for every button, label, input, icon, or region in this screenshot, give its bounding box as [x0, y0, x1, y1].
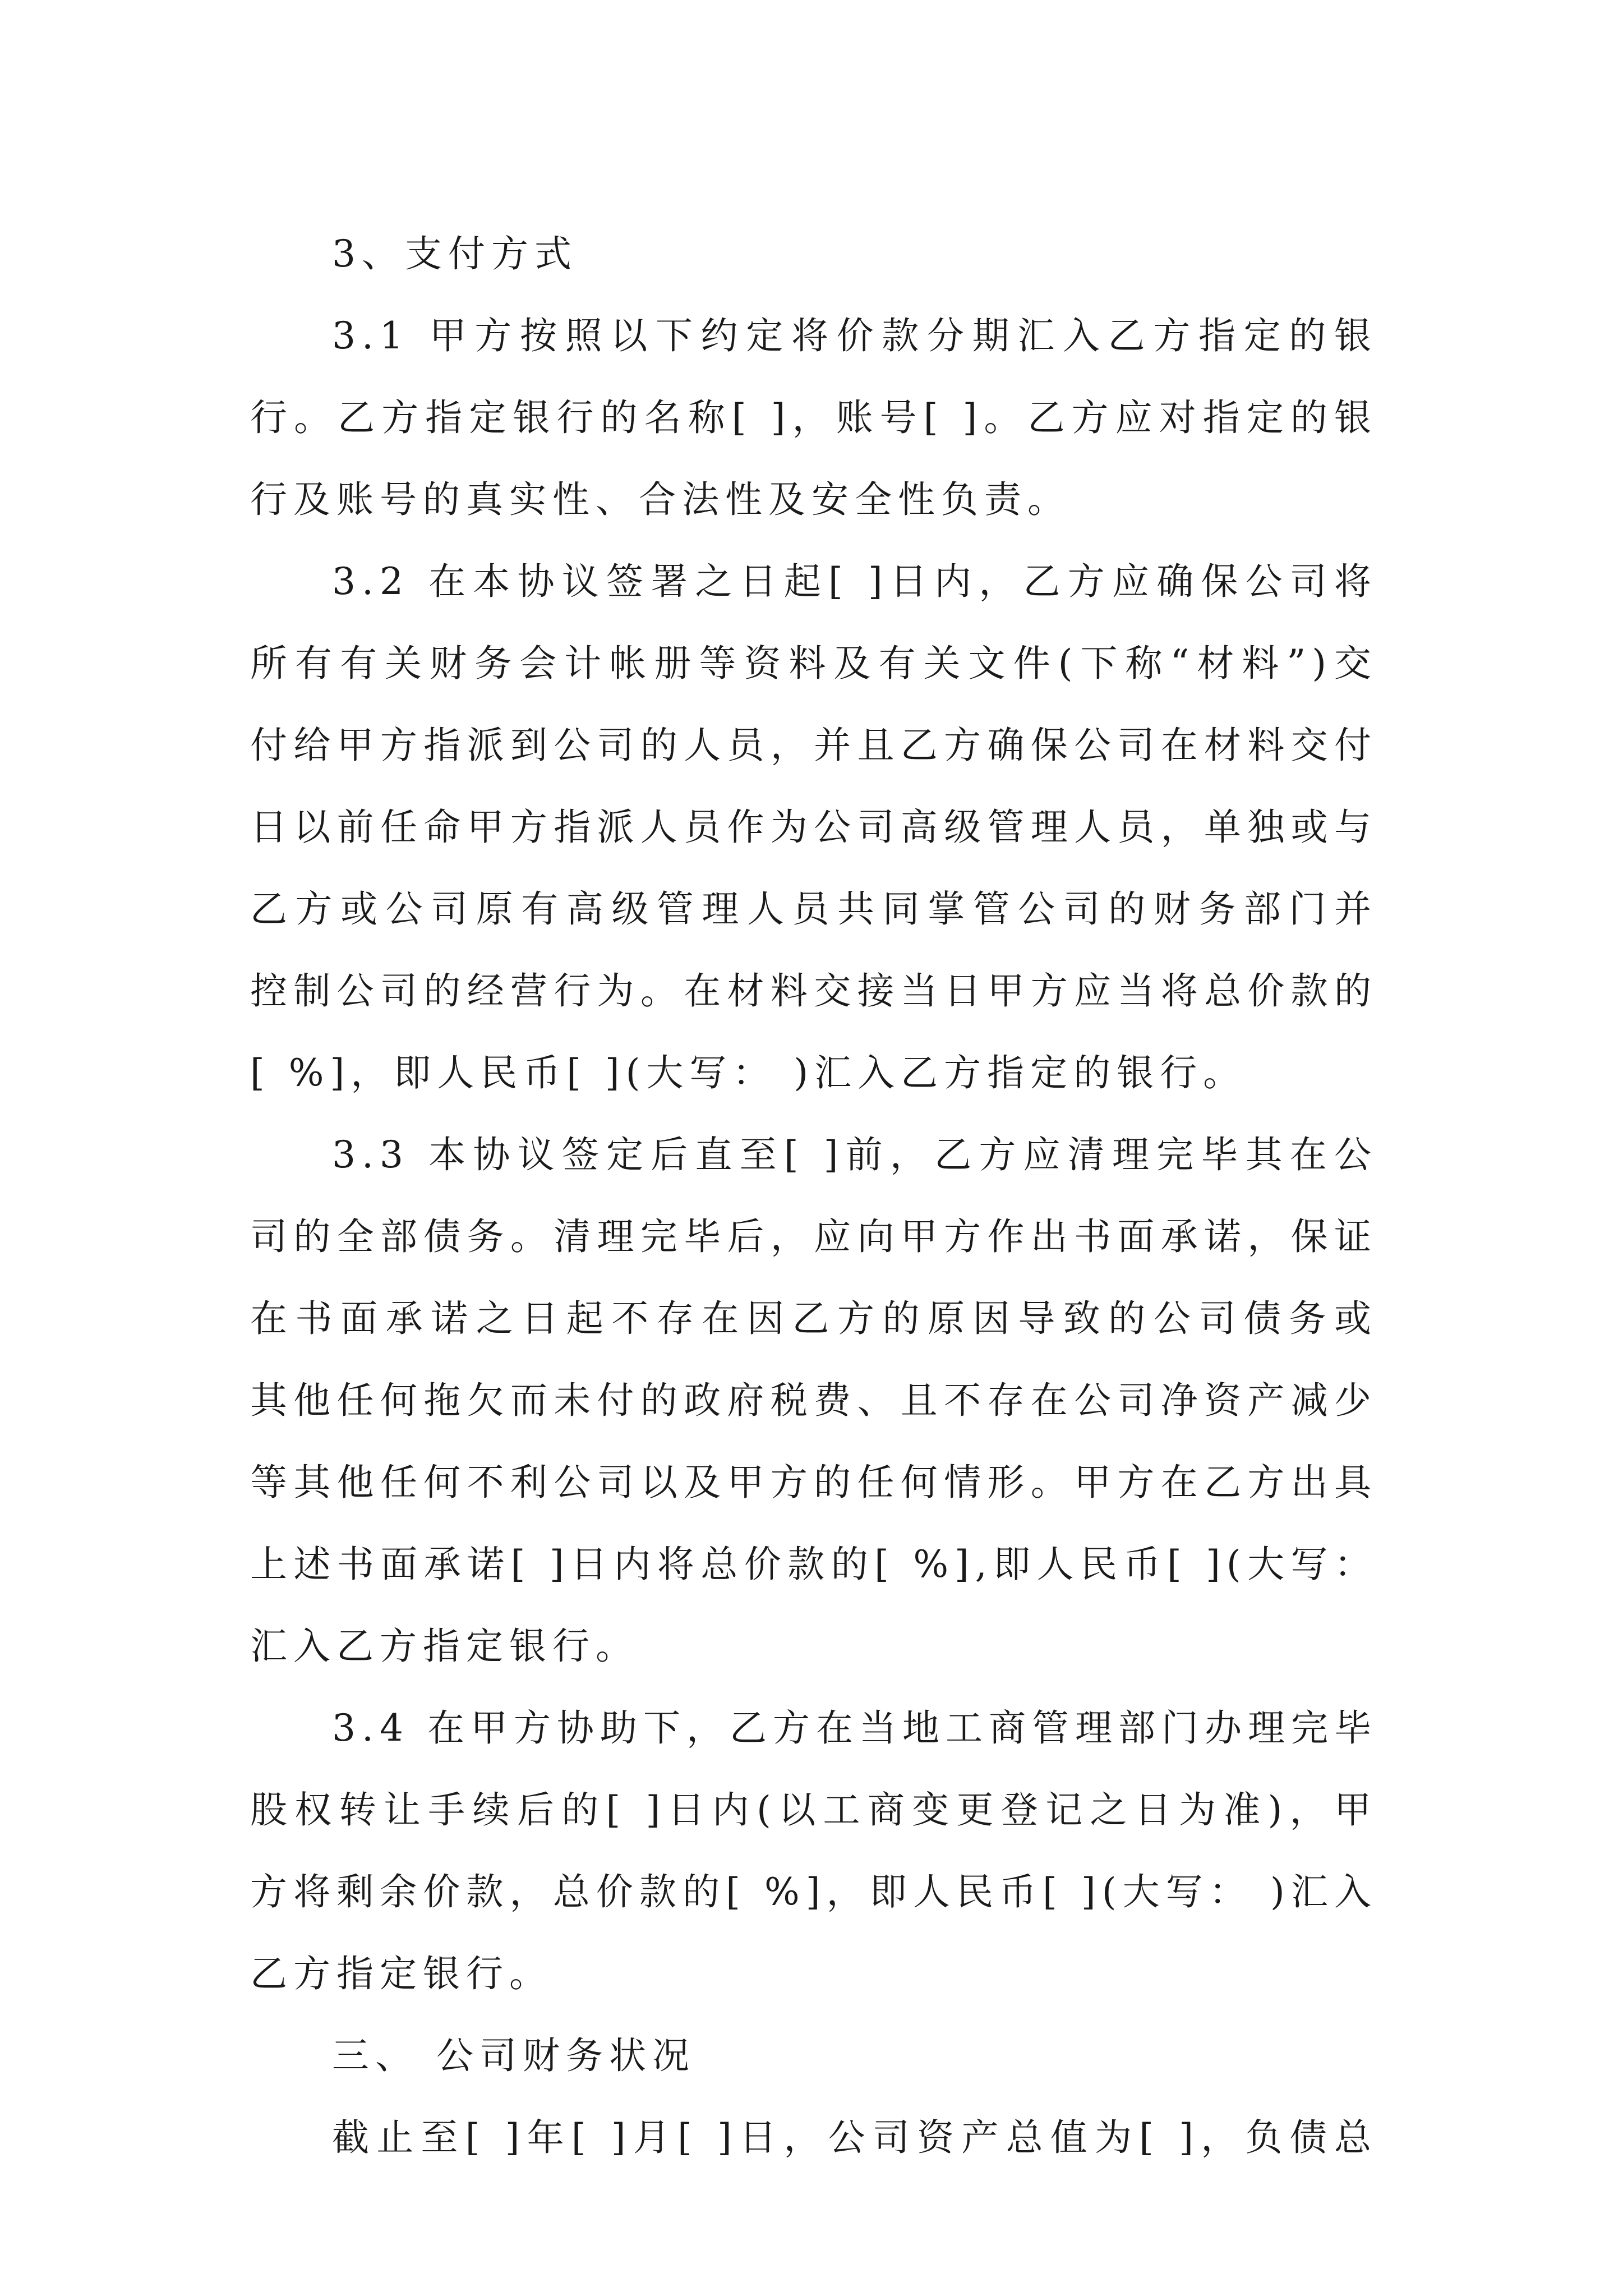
paragraph-line: 所有有关财务会计帐册等资料及有关文件(下称“材料”)交 — [250, 642, 1377, 685]
paragraph-line: 乙方或公司原有高级管理人员共同掌管公司的财务部门并 — [250, 887, 1377, 931]
paragraph-line: 乙方指定银行。 — [250, 1952, 552, 1995]
paragraph-line: 上述书面承诺[ ]日内将总价款的[ %],即人民币[ ](大写： — [250, 1543, 1377, 1586]
paragraph-line: 汇入乙方指定银行。 — [250, 1625, 639, 1668]
paragraph-line: 3.1 甲方按照以下约定将价款分期汇入乙方指定的银 — [332, 314, 1377, 357]
paragraph-line: 行。乙方指定银行的名称[ ]，账号[ ]。乙方应对指定的银 — [250, 396, 1377, 439]
paragraph-line: 付给甲方指派到公司的人员，并且乙方确保公司在材料交付 — [250, 724, 1377, 767]
paragraph-line: 司的全部债务。清理完毕后，应向甲方作出书面承诺，保证 — [250, 1215, 1377, 1258]
section-heading-financial-status: 三、 公司财务状况 — [332, 2034, 695, 2077]
paragraph-line: [ %]，即人民币[ ](大写： )汇入乙方指定的银行。 — [250, 1051, 1247, 1094]
paragraph-line: 在书面承诺之日起不存在因乙方的原因导致的公司债务或 — [250, 1297, 1377, 1340]
paragraph-line: 等其他任何不利公司以及甲方的任何情形。甲方在乙方出具 — [250, 1461, 1377, 1504]
document-body — [250, 213, 1377, 2179]
paragraph-line: 3.4 在甲方协助下，乙方在当地工商管理部门办理完毕 — [332, 1706, 1377, 1750]
paragraph-line: 股权转让手续后的[ ]日内(以工商变更登记之日为准)，甲 — [250, 1788, 1377, 1832]
paragraph-line: 3.3 本协议签定后直至[ ]前，乙方应清理完毕其在公 — [332, 1133, 1377, 1176]
paragraph-line: 其他任何拖欠而未付的政府税费、且不存在公司净资产减少 — [250, 1379, 1377, 1422]
paragraph-line: 截止至[ ]年[ ]月[ ]日，公司资产总值为[ ]，负债总 — [332, 2116, 1377, 2159]
paragraph-line: 控制公司的经营行为。在材料交接当日甲方应当将总价款的 — [250, 969, 1377, 1013]
section-heading-payment-method: 3、支付方式 — [332, 232, 578, 275]
paragraph-line: 3.2 在本协议签署之日起[ ]日内，乙方应确保公司将 — [332, 560, 1377, 603]
paragraph-line: 行及账号的真实性、合法性及安全性负责。 — [250, 478, 1071, 521]
paragraph-line: 方将剩余价款，总价款的[ %]，即人民币[ ](大写： )汇入 — [250, 1870, 1377, 1913]
paragraph-line: 日以前任命甲方指派人员作为公司高级管理人员，单独或与 — [250, 806, 1377, 849]
